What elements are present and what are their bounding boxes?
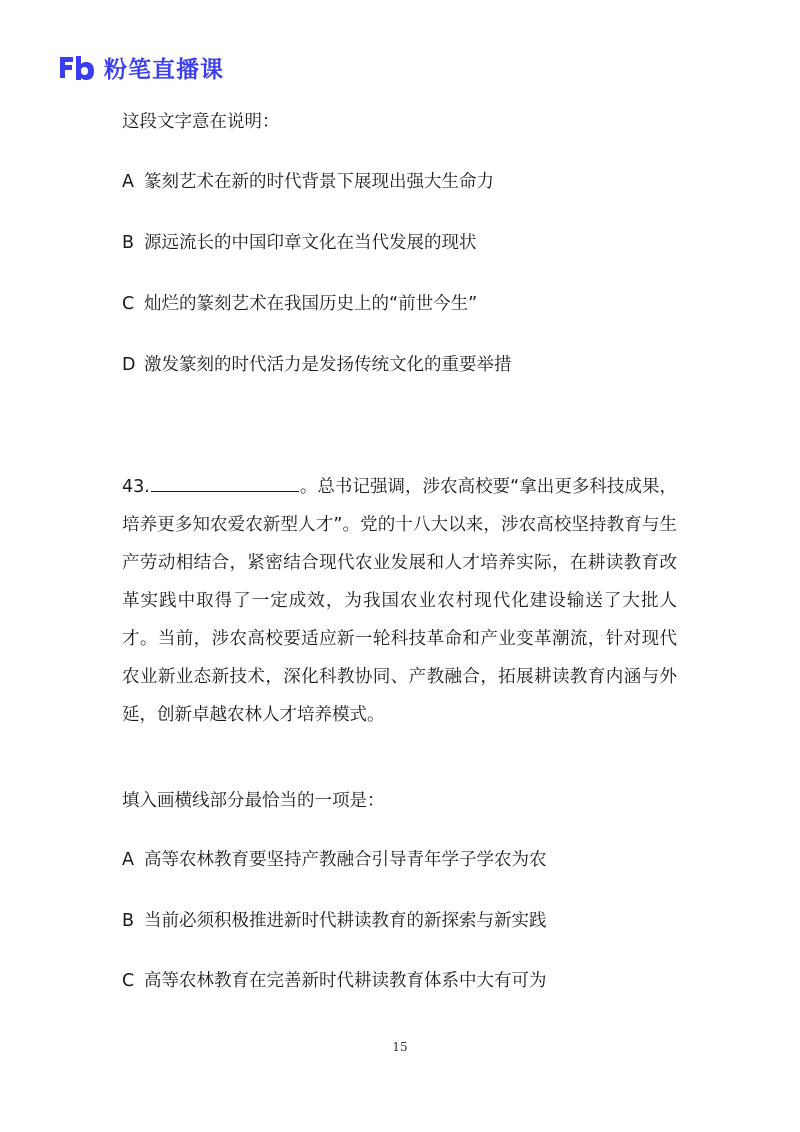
option-text: 高等农林教育要坚持产教融合引导青年学子学农为农 [144,850,547,870]
q43-option-b [122,907,547,932]
q42-option-d [122,351,512,376]
option-letter: B [122,911,135,931]
page-number: 15 [392,1040,408,1054]
q43-option-c [122,967,547,992]
brand-header [58,52,224,82]
option-text: 激发篆刻的时代活力是发扬传统文化的重要举措 [144,355,512,375]
option-letter: A [122,172,134,192]
option-text: 篆刻艺术在新的时代背景下展现出强大生命力 [144,172,494,192]
fill-in-blank [151,473,299,492]
option-letter: C [122,971,135,991]
q43-passage [122,468,677,734]
fenbi-logo-icon [58,53,98,81]
q42-option-b [122,229,477,254]
option-text: 灿烂的篆刻艺术在我国历史上的“前世今生” [144,294,478,314]
q42-option-a [122,168,494,193]
option-letter: A [122,850,134,870]
q43-stem: 填入画横线部分最恰当的一项是： [122,791,385,811]
option-text: 高等农林教育在完善新时代耕读教育体系中大有可为 [144,971,547,991]
q42-stem: 这段文字意在说明： [122,112,280,132]
q43-option-a [122,846,547,871]
option-text: 源远流长的中国印章文化在当代发展的现状 [144,233,477,253]
option-text: 当前必须积极推进新时代耕读教育的新探索与新实践 [144,911,547,931]
option-letter: D [122,355,136,375]
brand-name: 粉笔直播课 [104,56,224,83]
q43-passage-block [122,468,677,734]
option-letter: B [122,233,135,253]
q42-option-c [122,290,477,315]
question-number: 43. [122,477,150,497]
passage-text: 。总书记强调，涉农高校要“拿出更多科技成果，培养更多知农爱农新型人才”。党的十八大以来，涉农高校坚持教育与生产劳动相结合，紧密结合现代农业发展和人才培养实际，在耕读教育改革实践中取得了一定成效，为我国农业农村现代化建设输送了大批人才。当前，涉农高校要适应新一轮科技革命和产业变革潮流，针对现代农业新业态新技术，深化科教协同、产教融合，拓展耕读教育内涵与外延，创新卓越农林人才培养模式。 [122,477,677,725]
option-letter: C [122,294,135,314]
